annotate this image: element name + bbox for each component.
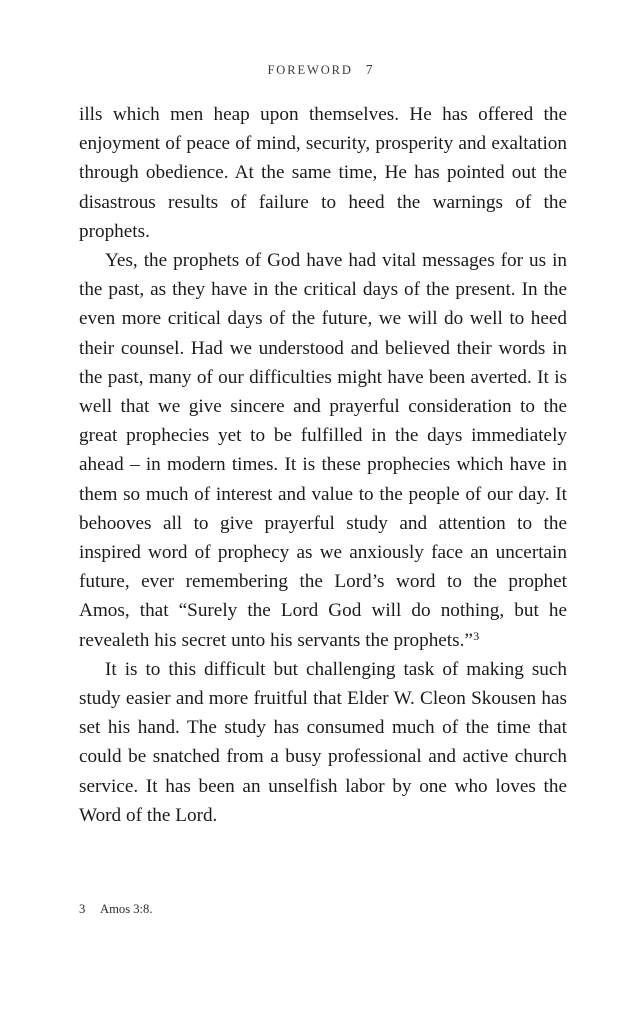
body-text-column [79, 100, 567, 830]
footnote-reference-3[interactable]: 3 [473, 629, 480, 644]
running-head [0, 62, 640, 78]
page-number: 7 [365, 62, 373, 77]
paragraph-1 [79, 100, 567, 246]
paragraph-2-text: Yes, the prophets of God have had vital messages for us in the past, as they have in the critical days of the present. In the even more critical days of the future, we will do well to heed their counsel. Had we understood and believed their words in the past, many of our difficulties might have been averted. It is well that we give sincere and prayerful consideration to the great prophecies yet to be fulfilled in the days immediately ahead – in modern times. It is these prophecies which have in them so much of interest and value to the people of our day. It behooves all to give prayerful study and attention to the inspired word of prophecy as we anxiously face an uncertain future, ever remembering the Lord’s word to the prophet Amos, that “Surely the Lord God will do nothing, but he revealeth his secret unto his servants the prophets.” [79, 250, 567, 651]
footnote-area [79, 901, 567, 918]
paragraph-3-text: It is to this difficult but challenging task of making such study easier and more fruitful that Elder W. Cleon Skousen has set his hand. The study has consumed much of the time that could be snatched from a busy professional and active church service. It has been an unselfish labor by one who loves the Word of the Lord. [79, 658, 567, 826]
footnote-item [79, 901, 567, 918]
running-head-title: FOREWORD [267, 63, 353, 77]
footnote-number: 3 [79, 902, 86, 916]
paragraph-2 [79, 246, 567, 655]
footnote-text: Amos 3:8. [100, 902, 153, 916]
paragraph-3 [79, 655, 567, 830]
paragraph-1-text: ills which men heap upon themselves. He has offered the enjoyment of peace of mind, security, prosperity and exaltation through obedience. At the same time, He has pointed out the disastrous results of failure to heed the warnings of the prophets. [79, 104, 567, 242]
